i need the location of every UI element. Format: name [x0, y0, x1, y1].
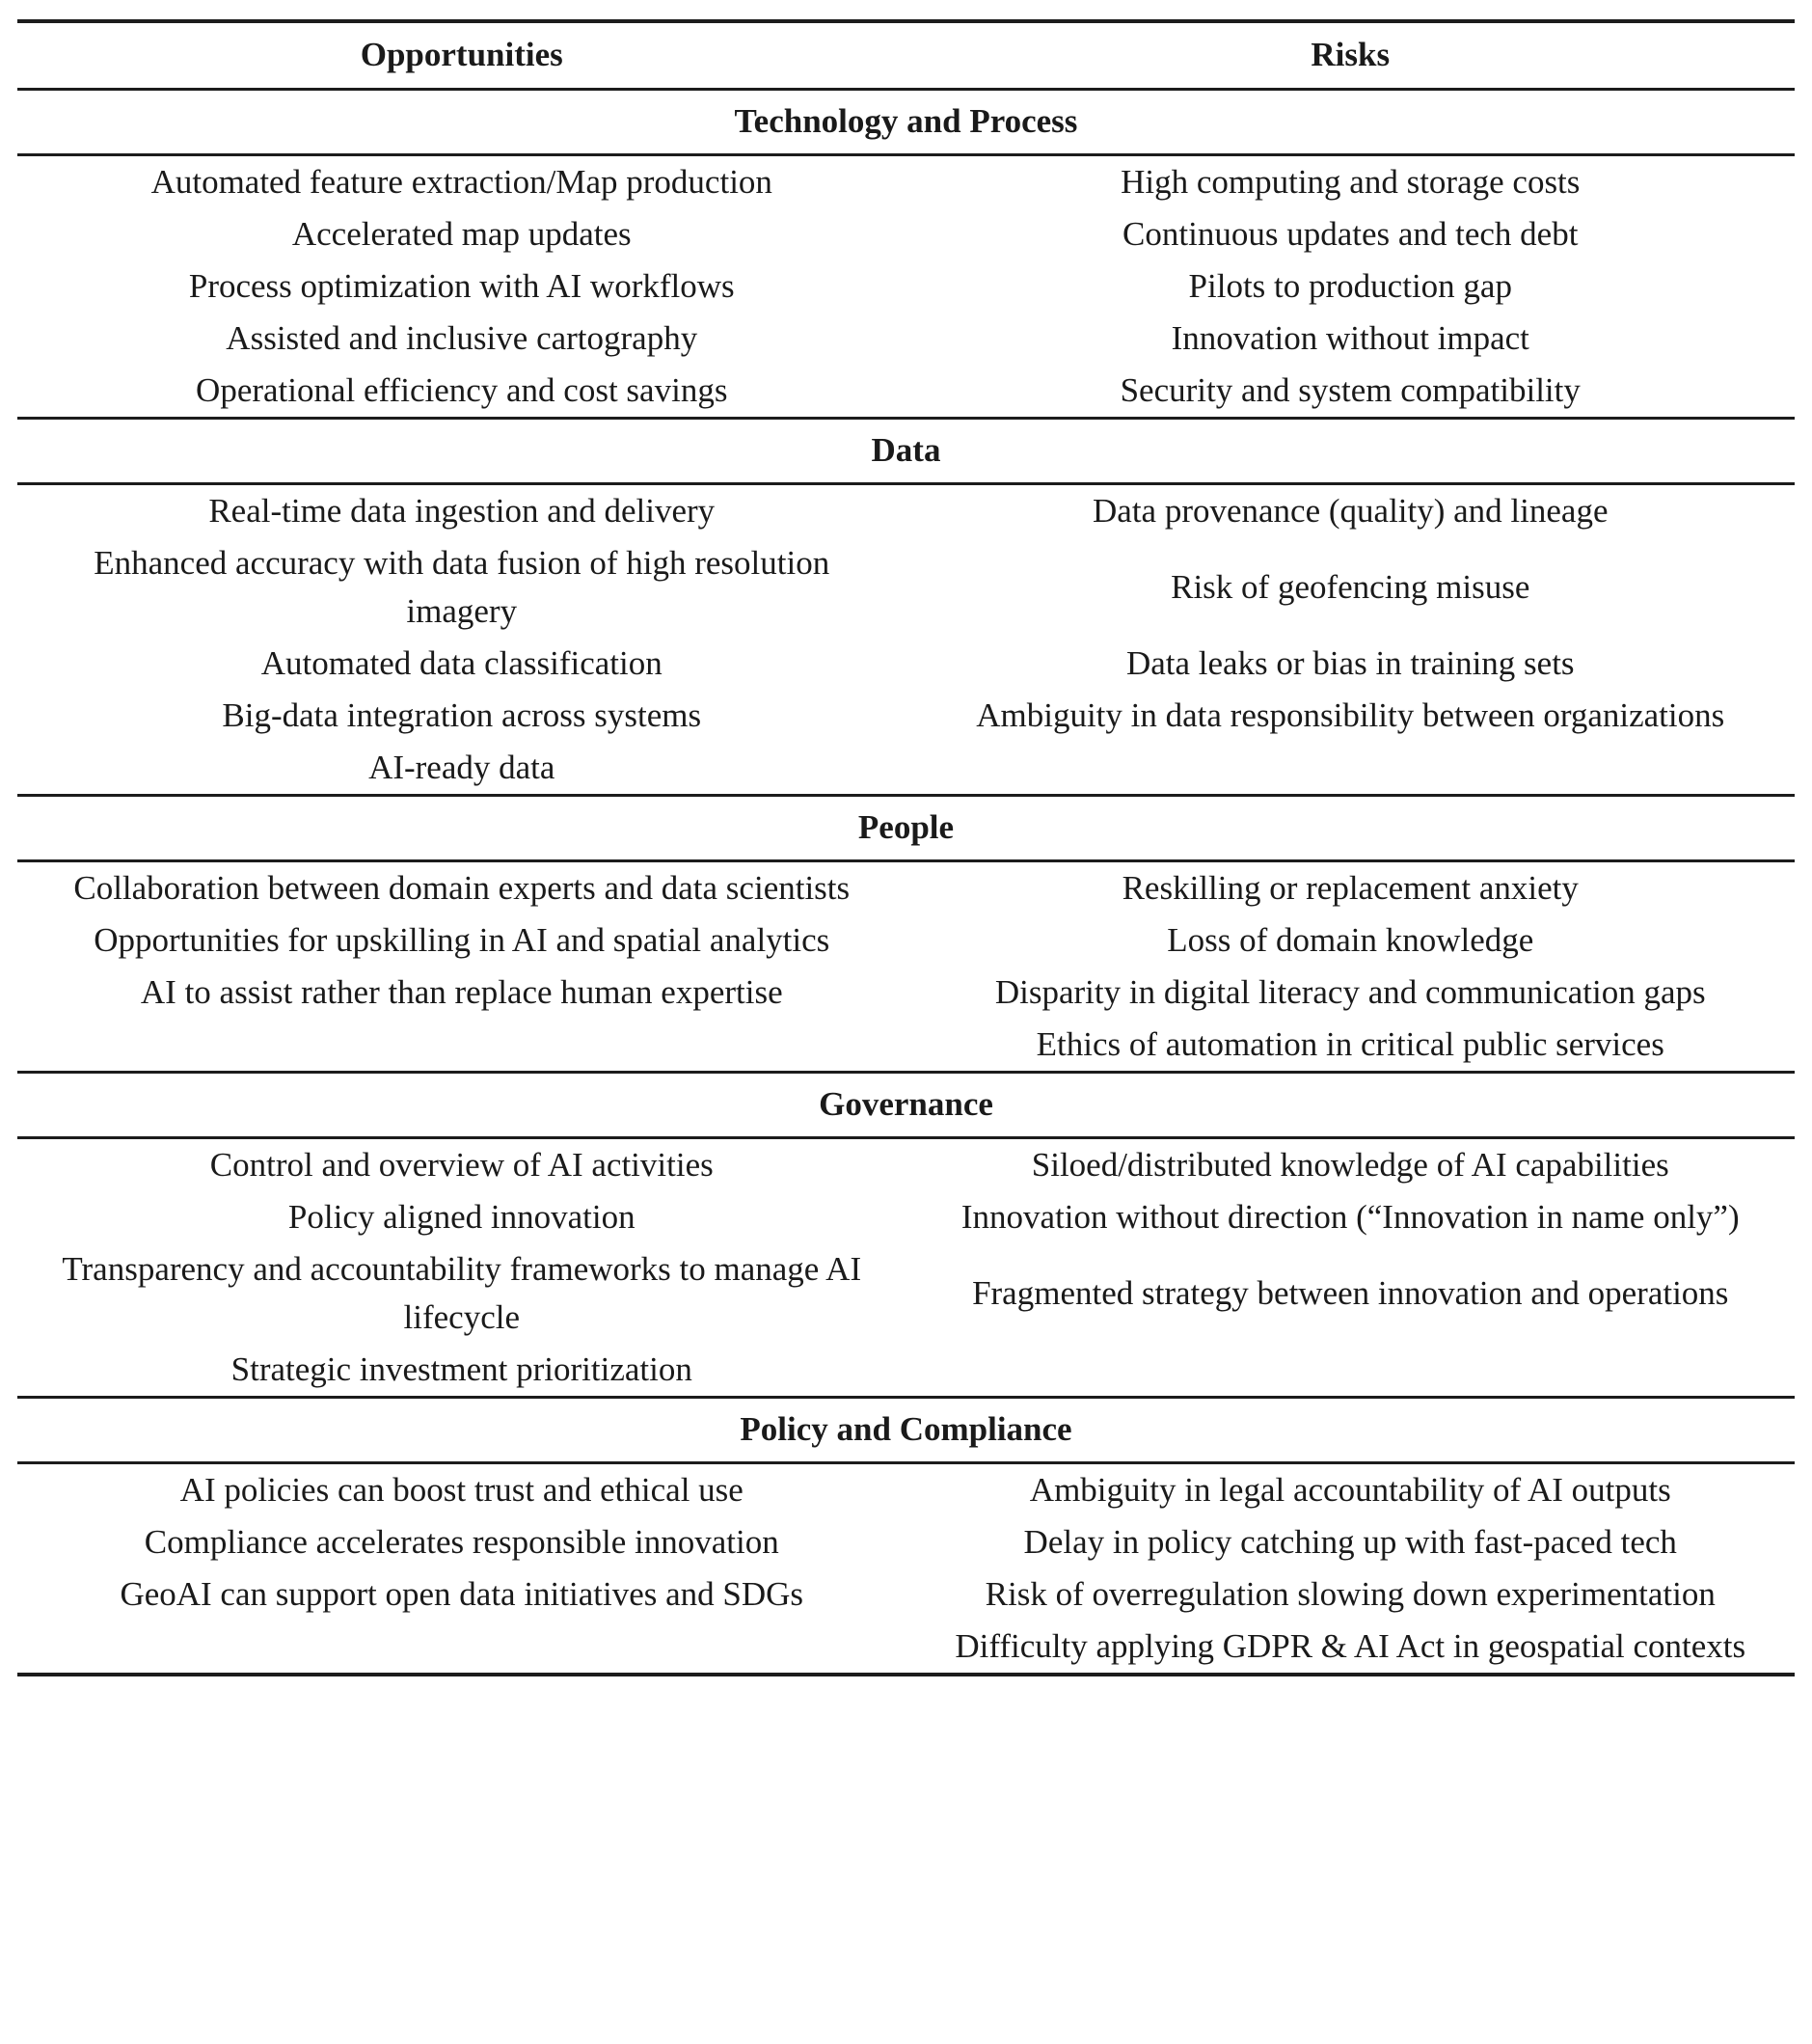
table-row [17, 537, 1795, 638]
risk-cell: Ethics of automation in critical public services [1036, 1024, 1664, 1063]
risk-cell: Risk of overregulation slowing down experimentation [985, 1574, 1716, 1613]
table-row [17, 1019, 1795, 1073]
table-row [17, 914, 1795, 967]
section-header-policy-and-compliance: Policy and Compliance [17, 1397, 1795, 1462]
risk-cell: Risk of geofencing misuse [1171, 567, 1530, 606]
table-row [17, 1191, 1795, 1243]
opportunity-cell: Policy aligned innovation [287, 1197, 636, 1236]
table-row [17, 638, 1795, 690]
risk-cell: Security and system compatibility [1120, 370, 1581, 409]
opportunity-cell [17, 1621, 906, 1675]
section-header-people: People [17, 795, 1795, 860]
column-header-row [17, 21, 1795, 89]
risk-cell: Data provenance (quality) and lineage [1093, 491, 1609, 530]
opportunity-cell: Operational efficiency and cost savings [196, 370, 728, 409]
table-row [17, 483, 1795, 537]
section-row-governance [17, 1072, 1795, 1137]
table-head [17, 21, 1795, 89]
opportunity-cell: Compliance accelerates responsible innovation [144, 1522, 779, 1561]
risk-cell: Reskilling or replacement anxiety [1122, 868, 1579, 907]
opportunity-cell: Opportunities for upskilling in AI and spatial analytics [94, 920, 830, 959]
opportunity-cell: Assisted and inclusive cartography [226, 318, 698, 357]
risk-cell: Difficulty applying GDPR & AI Act in geospatial contexts [955, 1626, 1746, 1665]
risk-cell: Innovation without impact [1171, 318, 1529, 357]
opportunity-cell: AI to assist rather than replace human expertise [140, 972, 783, 1011]
table-row [17, 154, 1795, 208]
table-row [17, 860, 1795, 914]
risk-cell: Ambiguity in data responsibility between organizations [976, 695, 1725, 734]
section-row-policy-and-compliance [17, 1397, 1795, 1462]
table-row [17, 313, 1795, 365]
table-row [17, 1243, 1795, 1344]
table-row [17, 260, 1795, 313]
opportunity-cell: Enhanced accuracy with data fusion of high resolution imagery [94, 543, 830, 630]
risk-cell: Disparity in digital literacy and communication gaps [994, 972, 1706, 1011]
section-row-people [17, 795, 1795, 860]
risk-cell [906, 742, 1796, 796]
table-body [17, 89, 1795, 1675]
section-row-technology-and-process [17, 89, 1795, 154]
opportunity-cell: Collaboration between domain experts and data scientists [73, 868, 851, 907]
risk-cell [906, 1344, 1796, 1398]
opportunity-cell: Accelerated map updates [291, 214, 632, 253]
table-row [17, 1462, 1795, 1516]
opportunity-cell: Transparency and accountability frameworks to manage AI lifecycle [62, 1249, 862, 1336]
risk-cell: Continuous updates and tech debt [1122, 214, 1579, 253]
opportunity-cell [17, 1019, 906, 1073]
table-row [17, 690, 1795, 742]
opportunity-cell: Automated feature extraction/Map production [150, 162, 772, 201]
table-row [17, 742, 1795, 796]
risk-cell: Fragmented strategy between innovation and operations [972, 1273, 1729, 1312]
risk-cell: Data leaks or bias in training sets [1125, 643, 1575, 682]
opportunity-cell: Strategic investment prioritization [230, 1349, 692, 1388]
risks-column-header: Risks [906, 21, 1796, 89]
opportunity-cell: Big-data integration across systems [222, 695, 702, 734]
risk-cell: Pilots to production gap [1188, 266, 1512, 305]
table-row [17, 1344, 1795, 1398]
risk-cell: Loss of domain knowledge [1167, 920, 1534, 959]
table-row [17, 208, 1795, 260]
opportunity-cell: Automated data classification [260, 643, 663, 682]
opportunity-cell: Process optimization with AI workflows [188, 266, 735, 305]
opportunity-cell: Control and overview of AI activities [209, 1145, 714, 1184]
risk-cell: High computing and storage costs [1121, 162, 1581, 201]
risk-cell: Innovation without direction (“Innovation in name only”) [960, 1197, 1740, 1236]
table-row [17, 1137, 1795, 1191]
section-header-governance: Governance [17, 1072, 1795, 1137]
section-header-data: Data [17, 418, 1795, 483]
opportunity-cell: GeoAI can support open data initiatives and SDGs [120, 1574, 804, 1613]
table-row [17, 1516, 1795, 1568]
opportunity-cell: AI-ready data [368, 748, 555, 786]
risk-cell: Siloed/distributed knowledge of AI capabilities [1031, 1145, 1669, 1184]
table-row [17, 365, 1795, 419]
section-header-technology-and-process: Technology and Process [17, 89, 1795, 154]
opportunities-risks-table [17, 19, 1795, 1676]
section-row-data [17, 418, 1795, 483]
table-row [17, 1621, 1795, 1675]
table-row [17, 967, 1795, 1019]
risk-cell: Delay in policy catching up with fast-paced tech [1023, 1522, 1677, 1561]
opportunity-cell: Real-time data ingestion and delivery [208, 491, 716, 530]
risk-cell: Ambiguity in legal accountability of AI outputs [1029, 1470, 1671, 1509]
opportunities-column-header: Opportunities [17, 21, 906, 89]
table-row [17, 1568, 1795, 1621]
opportunity-cell: AI policies can boost trust and ethical use [179, 1470, 744, 1509]
